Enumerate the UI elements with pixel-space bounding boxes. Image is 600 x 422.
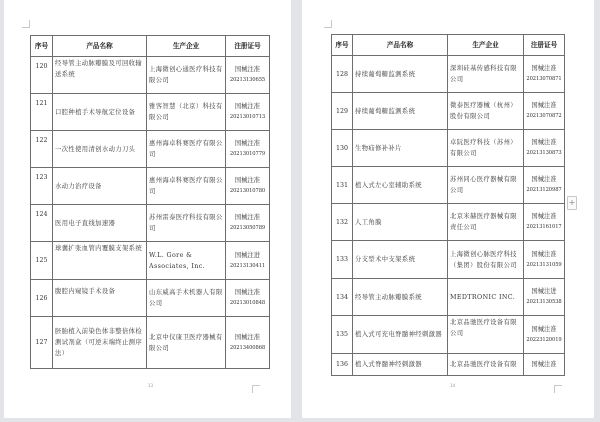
cell-product: 植入式可充电脊髓神经刺激器: [353, 316, 448, 354]
reg-label: 国械注进: [234, 251, 261, 259]
reg-label: 国械注准: [531, 250, 557, 258]
reg-label: 国械注准: [531, 361, 557, 368]
cell-product: 经导管主动脉瓣膜及可回收输送系统: [53, 57, 147, 94]
reg-label: 国械注准: [531, 325, 557, 333]
cell-manufacturer: 惠州海卓科赛医疗有限公司: [147, 168, 226, 205]
table-row: [332, 279, 565, 316]
document-page-13: [4, 0, 291, 418]
header-registration: 注册证号: [226, 36, 270, 57]
reg-number: 20213130411: [229, 262, 266, 269]
cell-registration: [226, 168, 270, 205]
cell-manufacturer: 北京品驰医疗设备有限公司: [448, 316, 524, 354]
cell-product: 持续葡萄糖监测系统: [353, 56, 448, 93]
document-page-14: [302, 0, 594, 418]
reg-number: 20213130655: [229, 77, 266, 83]
cell-seq: 121: [31, 94, 53, 131]
cell-manufacturer: 北京米赫医疗器械有限责任公司: [448, 204, 524, 241]
cell-registration: [524, 93, 565, 130]
table-header-row: [332, 35, 565, 56]
cell-seq: 128: [332, 56, 353, 93]
cell-product: 一次性使用清创水动力刀头: [53, 131, 147, 168]
table-row: [31, 168, 270, 205]
cell-product: 人工角膜: [353, 204, 448, 241]
cell-manufacturer: MEDTRONIC INC.: [448, 279, 524, 316]
cell-manufacturer: 惠州海卓科赛医疗有限公司: [147, 131, 226, 168]
cell-product: 生物疝修补补片: [353, 130, 448, 167]
cell-product: 球囊扩张血管内覆膜支架系统: [53, 242, 147, 280]
reg-label: 国械注进: [531, 288, 557, 295]
cell-registration: [226, 280, 270, 317]
cell-manufacturer: 北京中仪康卫医疗器械有限公司: [147, 317, 226, 369]
cell-registration: [226, 317, 270, 369]
cell-registration: [524, 354, 565, 376]
table-row: [31, 280, 270, 317]
cell-registration: [524, 130, 565, 167]
cell-product: 腹腔内窥镜手术设备: [53, 280, 147, 317]
page-number: 13: [148, 383, 154, 388]
cell-seq: 124: [31, 205, 53, 242]
cell-manufacturer: 卓阮医疗科技（苏州）有限公司: [448, 130, 524, 167]
registration-table-page-14: [331, 34, 565, 376]
table-row: [332, 241, 565, 279]
reg-number: 20213010848: [229, 300, 266, 306]
margin-corner-mark: [252, 385, 260, 393]
header-seq: 序号: [332, 35, 353, 56]
page-number: 14: [450, 383, 456, 388]
cell-product: 口腔种植手术导航定位设备: [53, 94, 147, 131]
reg-label: 国械注准: [234, 214, 261, 221]
cell-seq: 129: [332, 93, 353, 130]
cell-registration: [226, 94, 270, 131]
table-row: [31, 317, 270, 369]
cell-seq: 136: [332, 354, 353, 376]
reg-label: 国械注准: [531, 139, 557, 146]
margin-corner-mark: [554, 385, 562, 393]
cell-product: 分支型术中支架系统: [353, 241, 448, 279]
reg-label: 国械注准: [234, 289, 261, 296]
table-header-row: [31, 36, 270, 57]
table-row: [31, 57, 270, 94]
cell-manufacturer: 北京品驰医疗设备有限: [448, 354, 524, 376]
reg-number: 20213130873: [526, 150, 562, 156]
table-row: [332, 56, 565, 93]
reg-label: 国械注准: [531, 176, 557, 183]
table-row: [31, 131, 270, 168]
cell-manufacturer: 山东威高手术机器人有限公司: [147, 280, 226, 317]
cell-registration: [226, 242, 270, 280]
cell-registration: [524, 279, 565, 316]
reg-label: 国械注准: [234, 103, 261, 110]
margin-corner-mark: [22, 20, 30, 28]
cell-registration: [524, 167, 565, 204]
reg-number: 20213010779: [229, 151, 266, 157]
cell-seq: 130: [332, 130, 353, 167]
cell-registration: [524, 204, 565, 241]
cell-seq: 132: [332, 204, 353, 241]
cell-seq: 135: [332, 316, 353, 354]
cell-manufacturer: 深圳硅基传感科技有限公司: [448, 56, 524, 93]
reg-number: 20213131059: [526, 261, 562, 268]
header-manufacturer: 生产企业: [448, 35, 524, 56]
cell-product: 医用电子直线加速器: [53, 205, 147, 242]
table-row: [332, 204, 565, 241]
cell-registration: [226, 131, 270, 168]
cell-seq: 127: [31, 317, 53, 369]
table-row: [31, 205, 270, 242]
cell-seq: 134: [332, 279, 353, 316]
header-manufacturer: 生产企业: [147, 36, 226, 57]
cell-seq: 133: [332, 241, 353, 279]
cell-registration: [524, 241, 565, 279]
reg-number: 20213161017: [526, 224, 562, 230]
cell-product: 经导管主动脉瓣膜系统: [353, 279, 448, 316]
registration-table-page-13: [30, 35, 270, 369]
cell-registration: [226, 57, 270, 94]
table-row: [31, 242, 270, 280]
cell-seq: 120: [31, 57, 53, 94]
header-product: 产品名称: [53, 36, 147, 57]
cell-seq: 126: [31, 280, 53, 317]
cell-seq: 123: [31, 168, 53, 205]
reg-label: 国械注准: [234, 66, 261, 73]
cell-seq: 122: [31, 131, 53, 168]
reg-number: 20213400868: [229, 344, 266, 351]
reg-number: 20213070871: [526, 76, 562, 82]
cell-registration: [226, 205, 270, 242]
cell-product: 持续葡萄糖监测系统: [353, 93, 448, 130]
table-row: [332, 93, 565, 130]
cell-manufacturer: W.L. Gore & Associates, Inc.: [147, 242, 226, 280]
table-row: [332, 130, 565, 167]
cell-product: 植入式左心室辅助系统: [353, 167, 448, 204]
reg-label: 国械注准: [531, 102, 557, 109]
cell-registration: [524, 56, 565, 93]
cell-product: 植入式脊髓神经刺激器: [353, 354, 448, 376]
reg-number: 20213050789: [229, 225, 266, 231]
reg-label: 国械注准: [531, 65, 557, 72]
reg-number: 20213010713: [229, 114, 266, 120]
reg-label: 国械注准: [531, 213, 557, 220]
cell-seq: 125: [31, 242, 53, 280]
cell-registration: [524, 316, 565, 354]
table-row: [332, 316, 565, 354]
cell-manufacturer: 上海微创心脉医疗科技（集团）股份有限公司: [448, 241, 524, 279]
header-seq: 序号: [31, 36, 53, 57]
reg-number: 20213070872: [526, 113, 562, 119]
table-row: [31, 94, 270, 131]
reg-label: 国械注准: [234, 140, 261, 147]
cell-product: 胚胎植入前染色体非整倍体检测试剂盒（可逆末端终止测序法）: [53, 317, 147, 369]
cell-product: 水动力治疗设备: [53, 168, 147, 205]
reg-number: 20213120987: [526, 187, 562, 193]
reg-label: 国械注准: [234, 177, 261, 184]
cell-manufacturer: 苏州雷泰医疗科技有限公司: [147, 205, 226, 242]
cell-manufacturer: 雅客智慧（北京）科技有限公司: [147, 94, 226, 131]
margin-corner-mark: [324, 20, 332, 28]
reg-number: 20213130538: [526, 299, 562, 305]
add-row-button[interactable]: +: [567, 196, 577, 210]
reg-label: 国械注准: [234, 333, 261, 341]
cell-manufacturer: 苏州同心医疗器械有限公司: [448, 167, 524, 204]
cell-manufacturer: 微泰医疗器械（杭州）股份有限公司: [448, 93, 524, 130]
cell-manufacturer: 上海微创心通医疗科技有限公司: [147, 57, 226, 94]
reg-number: 20213010780: [229, 188, 266, 194]
table-row: [332, 354, 565, 376]
cell-seq: 131: [332, 167, 353, 204]
reg-number: 20223120019: [526, 336, 562, 343]
table-row: [332, 167, 565, 204]
header-registration: 注册证号: [524, 35, 565, 56]
header-product: 产品名称: [353, 35, 448, 56]
